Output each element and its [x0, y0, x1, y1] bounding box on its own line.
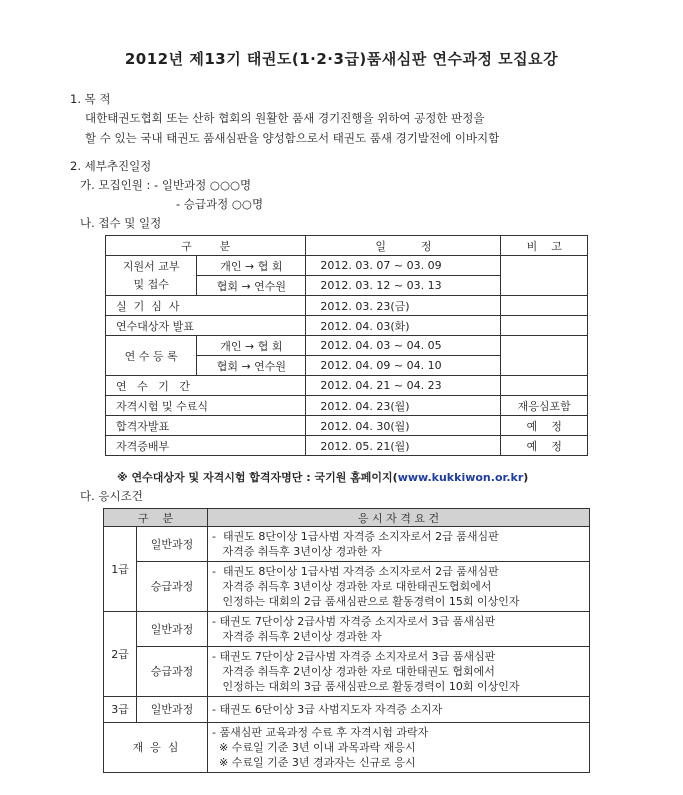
table-row [106, 336, 588, 356]
row-date: 2012. 04. 03 ~ 04. 05 [306, 336, 501, 356]
purpose-line-1: 대한태권도협회 또는 산하 협회의 원활한 품새 경기진행을 위하여 공정한 판정을 [85, 111, 485, 125]
row-date: 2012. 04. 23(월) [306, 396, 501, 416]
row-date: 2012. 04. 09 ~ 04. 10 [306, 356, 501, 376]
row-sub-label: 개인 → 협 회 [197, 256, 306, 276]
row-sub-label: 개인 → 협 회 [197, 336, 306, 356]
column-header-note: 비 고 [501, 236, 588, 256]
kukkiwon-link[interactable]: www.kukkiwon.or.kr [397, 471, 524, 484]
row-label: 합격자발표 [106, 416, 306, 436]
reexam-label: 재 응 심 [104, 723, 208, 773]
course-label: 일반과정 [137, 527, 208, 562]
recruit-count-promotion: - 승급과정 ○○명 [176, 197, 264, 211]
table-row [106, 416, 588, 436]
row-date: 2012. 04. 21 ~ 04. 23 [306, 376, 501, 396]
conditions-table [103, 508, 590, 773]
purpose-line-2: 할 수 있는 국내 태권도 품새심판을 양성함으로서 태권도 품새 경기발전에 이바지함 [85, 131, 500, 145]
row-date: 2012. 04. 03(화) [306, 316, 501, 336]
column-header-schedule: 일 정 [306, 236, 501, 256]
requirement-text: - 품새심판 교육과정 수료 후 자격시험 과락자 ※ 수료일 기준 3년 이내 과목과락 재응시 ※ 수료일 기준 3년 경과자는 신규로 응시 [208, 723, 590, 773]
recruit-count-general: 가. 모집인원 : - 일반과정 ○○○명 [80, 178, 252, 192]
row-note [501, 256, 588, 296]
table-row [104, 647, 590, 697]
row-note [501, 336, 588, 376]
row-note [501, 296, 588, 316]
subsection-schedule-heading: 나. 접수 및 일정 [80, 216, 162, 230]
course-label: 일반과정 [137, 612, 208, 647]
table-row [106, 396, 588, 416]
table-row [104, 527, 590, 562]
requirement-text: - 태권도 8단이상 1급사범 자격증 소지자로서 2급 품새심판 자격증 취득후 3년이상 경과한 자 [208, 527, 590, 562]
grade-label: 3급 [104, 697, 137, 723]
grade-label: 2급 [104, 612, 137, 697]
row-label: 실 기 심 사 [106, 296, 306, 316]
row-date: 2012. 03. 23(금) [306, 296, 501, 316]
table-header-row [106, 236, 588, 256]
schedule-table [105, 235, 588, 456]
row-label: 연수대상자 발표 [106, 316, 306, 336]
table-row [104, 612, 590, 647]
course-label: 승급과정 [137, 647, 208, 697]
row-date: 2012. 03. 12 ~ 03. 13 [306, 276, 501, 296]
row-note: 재응심포함 [501, 396, 588, 416]
row-label: 연 수 기 간 [106, 376, 306, 396]
subsection-conditions-heading: 다. 응시조건 [80, 489, 143, 503]
notice-close: ) [523, 471, 529, 484]
row-sub-label: 협회 → 연수원 [197, 356, 306, 376]
column-header-category: 구 분 [106, 236, 306, 256]
grade-label: 1급 [104, 527, 137, 612]
requirement-text: - 태권도 6단이상 3급 사범지도자 자격증 소지자 [208, 697, 590, 723]
course-label: 일반과정 [137, 697, 208, 723]
requirement-text: - 태권도 8단이상 1급사범 자격증 소지자로서 2급 품새심판 자격증 취득후 3년이상 경과한 자로 대한태권도협회에서 인정하는 대회의 2급 품새심판으로 활동경력이 15회 이상인자 [208, 562, 590, 612]
row-note: 예 정 [501, 416, 588, 436]
document-title: 2012년 제13기 태권도(1·2·3급)품새심판 연수과정 모집요강 [124, 50, 559, 68]
row-date: 2012. 05. 21(월) [306, 436, 501, 456]
course-label: 승급과정 [137, 562, 208, 612]
table-row [106, 296, 588, 316]
row-label: 자격증배부 [106, 436, 306, 456]
row-sub-label: 협회 → 연수원 [197, 276, 306, 296]
table-row [106, 256, 588, 276]
requirement-text: - 태권도 7단이상 2급사범 자격증 소지자로서 3급 품새심판 자격증 취득후 2년이상 경과한 자 [208, 612, 590, 647]
table-row [104, 697, 590, 723]
requirement-text: - 태권도 7단이상 2급사범 자격증 소지자로서 3급 품새심판 자격증 취득후 2년이상 경과한 자로 대한태권도 협회에서 인정하는 대회의 3급 품새심판으로 활동경력이 10회 이상인자 [208, 647, 590, 697]
notice-text: ※ 연수대상자 및 자격시험 합격자명단 : 국기원 홈페이지( [117, 471, 398, 484]
row-note [501, 376, 588, 396]
table-row [106, 376, 588, 396]
row-note [501, 316, 588, 336]
table-row [104, 723, 590, 773]
results-notice [117, 469, 528, 485]
table-header-row [104, 509, 590, 527]
column-header-category: 구 분 [104, 509, 208, 527]
row-date: 2012. 03. 07 ~ 03. 09 [306, 256, 501, 276]
section-1-heading: 1. 목 적 [70, 92, 111, 106]
row-group-label: 연 수 등 록 [106, 336, 197, 376]
row-date: 2012. 04. 30(월) [306, 416, 501, 436]
row-note: 예 정 [501, 436, 588, 456]
table-row [104, 562, 590, 612]
row-label: 자격시험 및 수료식 [106, 396, 306, 416]
row-group-label: 지원서 교부 및 접수 [106, 256, 197, 296]
column-header-requirements: 응 시 자 격 요 건 [208, 509, 590, 527]
table-row [106, 316, 588, 336]
section-2-heading: 2. 세부추진일정 [70, 159, 152, 173]
table-row [106, 436, 588, 456]
